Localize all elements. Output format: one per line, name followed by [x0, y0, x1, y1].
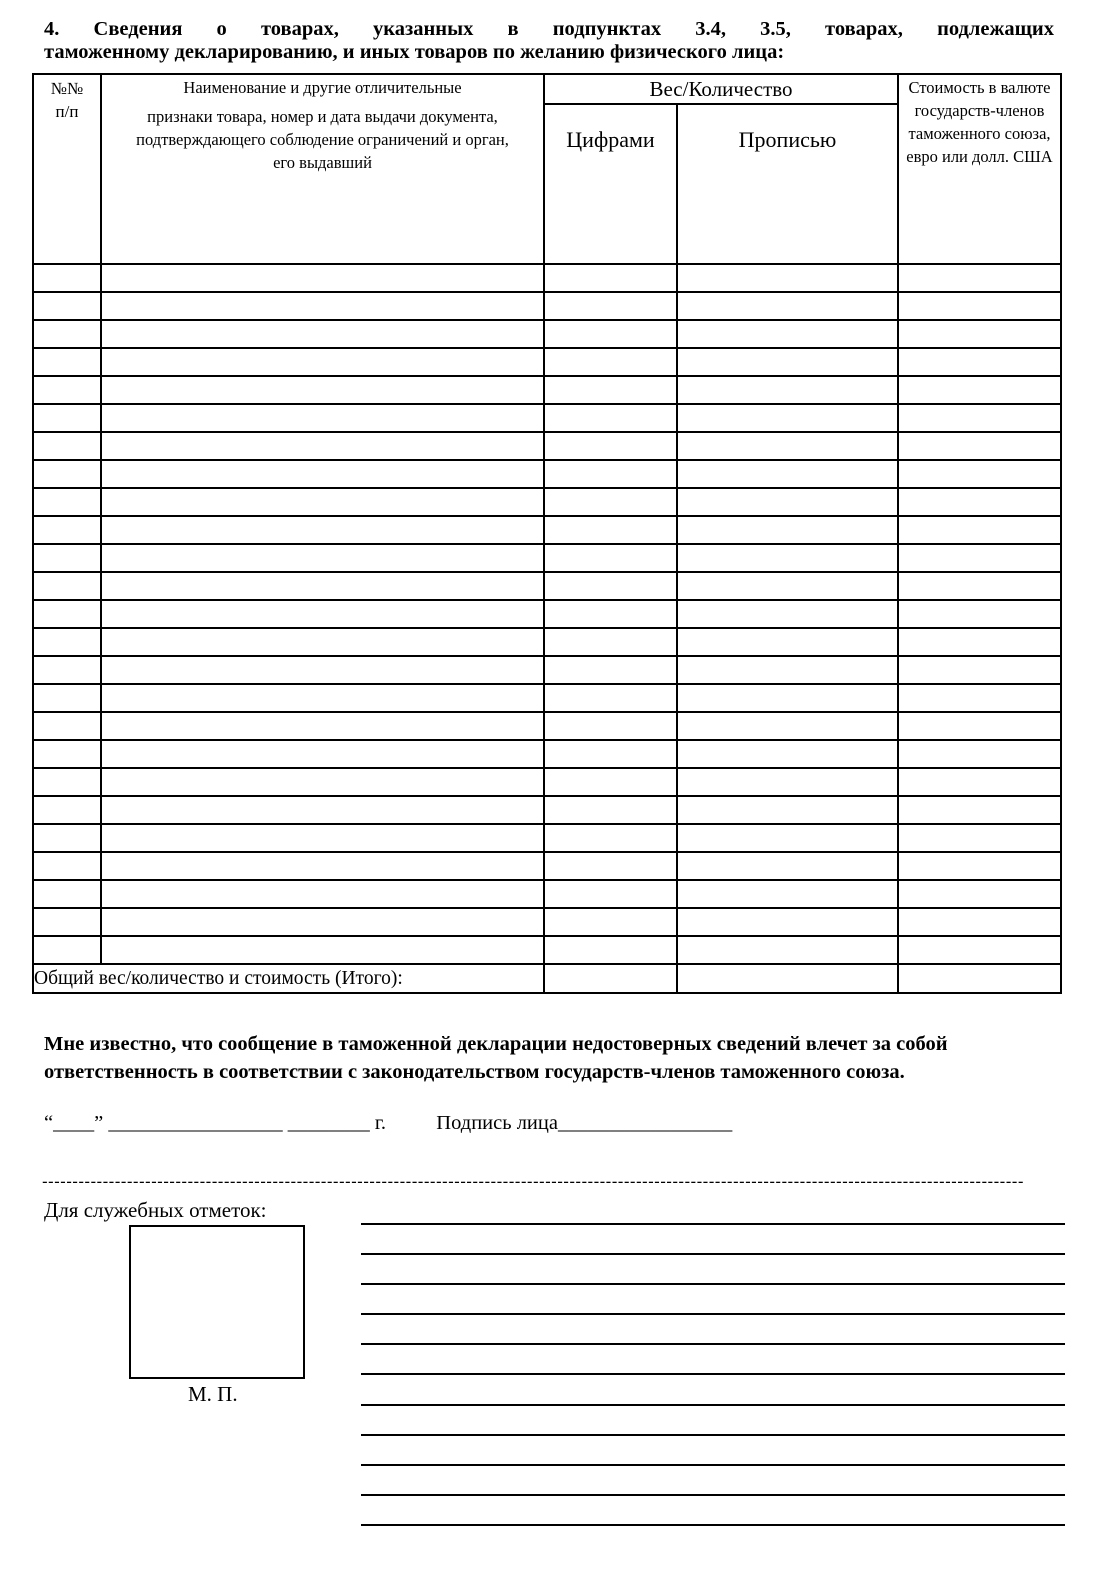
header-name	[101, 74, 544, 264]
table-row	[33, 796, 1061, 824]
number-cell[interactable]	[33, 908, 101, 936]
words-cell[interactable]	[677, 768, 898, 796]
table-row	[33, 684, 1061, 712]
total-digits-cell[interactable]	[544, 964, 677, 993]
name-cell[interactable]	[101, 348, 544, 376]
name-cell[interactable]	[101, 656, 544, 684]
number-cell[interactable]	[33, 264, 101, 292]
header-name-line2: признаки товара, номер и дата выдачи документа, подтверждающего соблюдение ограничений и орган, его выдавший	[136, 107, 509, 172]
table-row	[33, 768, 1061, 796]
number-cell[interactable]	[33, 404, 101, 432]
number-cell[interactable]	[33, 544, 101, 572]
number-cell[interactable]	[33, 572, 101, 600]
number-cell[interactable]	[33, 432, 101, 460]
number-cell[interactable]	[33, 600, 101, 628]
header-digits: Цифрами	[544, 104, 677, 264]
table-row	[33, 376, 1061, 404]
header-name-line1: Наименование и другие отличительные	[183, 78, 462, 97]
cost-cell[interactable]	[898, 712, 1061, 740]
header-cost: Стоимость в валюте государств-членов таможенного союза, евро или долл. США	[898, 74, 1061, 264]
cost-cell[interactable]	[898, 460, 1061, 488]
cost-cell[interactable]	[898, 936, 1061, 964]
date-field[interactable]: “____” _________________ ________ г.	[44, 1112, 387, 1134]
name-cell[interactable]	[101, 292, 544, 320]
cost-cell[interactable]	[898, 376, 1061, 404]
words-cell[interactable]	[677, 404, 898, 432]
words-cell[interactable]	[677, 880, 898, 908]
name-cell[interactable]	[101, 404, 544, 432]
stamp-label: М. П.	[188, 1382, 238, 1406]
cost-cell[interactable]	[898, 320, 1061, 348]
cost-cell[interactable]	[898, 544, 1061, 572]
goods-table	[32, 73, 1062, 994]
name-cell[interactable]	[101, 936, 544, 964]
digits-cell[interactable]	[544, 376, 677, 404]
digits-cell[interactable]	[544, 936, 677, 964]
note-line[interactable]	[361, 1404, 1065, 1406]
total-words-cell[interactable]	[677, 964, 898, 993]
words-cell[interactable]	[677, 852, 898, 880]
table-row	[33, 292, 1061, 320]
heading-line-1: 4. Сведения о товарах, указанных в подпунктах 3.4, 3.5, товарах, подлежащих	[44, 18, 1054, 40]
name-cell[interactable]	[101, 796, 544, 824]
digits-cell[interactable]	[544, 796, 677, 824]
table-row	[33, 824, 1061, 852]
cost-cell[interactable]	[898, 656, 1061, 684]
words-cell[interactable]	[677, 572, 898, 600]
note-line[interactable]	[361, 1494, 1065, 1496]
cost-cell[interactable]	[898, 600, 1061, 628]
table-row	[33, 740, 1061, 768]
name-cell[interactable]	[101, 544, 544, 572]
cost-cell[interactable]	[898, 768, 1061, 796]
name-cell[interactable]	[101, 376, 544, 404]
table-row	[33, 600, 1061, 628]
words-cell[interactable]	[677, 656, 898, 684]
total-row	[33, 964, 1061, 993]
words-cell[interactable]	[677, 432, 898, 460]
words-cell[interactable]	[677, 320, 898, 348]
digits-cell[interactable]	[544, 656, 677, 684]
note-line[interactable]	[361, 1464, 1065, 1466]
name-cell[interactable]	[101, 852, 544, 880]
number-cell[interactable]	[33, 628, 101, 656]
cost-cell[interactable]	[898, 516, 1061, 544]
header-words: Прописью	[677, 104, 898, 264]
number-cell[interactable]	[33, 320, 101, 348]
name-cell[interactable]	[101, 572, 544, 600]
words-cell[interactable]	[677, 824, 898, 852]
note-line[interactable]	[361, 1373, 1065, 1375]
digits-cell[interactable]	[544, 432, 677, 460]
digits-cell[interactable]	[544, 852, 677, 880]
digits-cell[interactable]	[544, 712, 677, 740]
words-cell[interactable]	[677, 712, 898, 740]
name-cell[interactable]	[101, 516, 544, 544]
header-weight-group: Вес/Количество	[544, 74, 898, 104]
name-cell[interactable]	[101, 628, 544, 656]
number-cell[interactable]	[33, 824, 101, 852]
digits-cell[interactable]	[544, 292, 677, 320]
date-signature-line	[44, 1112, 732, 1135]
words-cell[interactable]	[677, 460, 898, 488]
declaration-text: Мне известно, что сообщение в таможенной декларации недостоверных сведений влечет за собой ответственность в соответствии с законодательством государств-членов таможенного союза.	[44, 1033, 948, 1083]
heading-line-2: таможенному декларированию, и иных товаров по желанию физического лица:	[44, 41, 785, 63]
words-cell[interactable]	[677, 376, 898, 404]
table-row	[33, 516, 1061, 544]
table-row	[33, 656, 1061, 684]
digits-cell[interactable]	[544, 572, 677, 600]
section-heading	[44, 18, 1054, 64]
header-number: №№ п/п	[33, 74, 101, 264]
digits-cell[interactable]	[544, 600, 677, 628]
table-row	[33, 348, 1061, 376]
digits-cell[interactable]	[544, 516, 677, 544]
words-cell[interactable]	[677, 684, 898, 712]
name-cell[interactable]	[101, 880, 544, 908]
stamp-box	[129, 1225, 305, 1379]
cost-cell[interactable]	[898, 404, 1061, 432]
digits-cell[interactable]	[544, 740, 677, 768]
note-line[interactable]	[361, 1313, 1065, 1315]
number-cell[interactable]	[33, 376, 101, 404]
number-cell[interactable]	[33, 880, 101, 908]
cost-cell[interactable]	[898, 824, 1061, 852]
table-row	[33, 880, 1061, 908]
number-cell[interactable]	[33, 460, 101, 488]
name-cell[interactable]	[101, 488, 544, 516]
name-cell[interactable]	[101, 264, 544, 292]
table-row	[33, 488, 1061, 516]
name-cell[interactable]	[101, 320, 544, 348]
number-cell[interactable]	[33, 488, 101, 516]
digits-cell[interactable]	[544, 404, 677, 432]
number-cell[interactable]	[33, 516, 101, 544]
words-cell[interactable]	[677, 628, 898, 656]
words-cell[interactable]	[677, 348, 898, 376]
name-cell[interactable]	[101, 432, 544, 460]
name-cell[interactable]	[101, 600, 544, 628]
digits-cell[interactable]	[544, 824, 677, 852]
table-row	[33, 628, 1061, 656]
table-row	[33, 852, 1061, 880]
name-cell[interactable]	[101, 768, 544, 796]
number-cell[interactable]	[33, 712, 101, 740]
cost-cell[interactable]	[898, 348, 1061, 376]
number-cell[interactable]	[33, 768, 101, 796]
number-cell[interactable]	[33, 796, 101, 824]
note-line[interactable]	[361, 1283, 1065, 1285]
table-row	[33, 572, 1061, 600]
number-cell[interactable]	[33, 684, 101, 712]
cost-cell[interactable]	[898, 796, 1061, 824]
table-row	[33, 320, 1061, 348]
words-cell[interactable]	[677, 264, 898, 292]
name-cell[interactable]	[101, 460, 544, 488]
table-row	[33, 264, 1061, 292]
number-cell[interactable]	[33, 936, 101, 964]
note-line[interactable]	[361, 1253, 1065, 1255]
digits-cell[interactable]	[544, 684, 677, 712]
note-line[interactable]	[361, 1343, 1065, 1345]
words-cell[interactable]	[677, 936, 898, 964]
digits-cell[interactable]	[544, 880, 677, 908]
note-line[interactable]	[361, 1524, 1065, 1526]
cost-cell[interactable]	[898, 264, 1061, 292]
cost-cell[interactable]	[898, 880, 1061, 908]
words-cell[interactable]	[677, 740, 898, 768]
number-cell[interactable]	[33, 292, 101, 320]
cost-cell[interactable]	[898, 628, 1061, 656]
words-cell[interactable]	[677, 796, 898, 824]
name-cell[interactable]	[101, 824, 544, 852]
words-cell[interactable]	[677, 600, 898, 628]
table-row	[33, 460, 1061, 488]
words-cell[interactable]	[677, 908, 898, 936]
table-row	[33, 712, 1061, 740]
digits-cell[interactable]	[544, 628, 677, 656]
digits-cell[interactable]	[544, 908, 677, 936]
service-notes-label: Для служебных отметок:	[44, 1198, 267, 1222]
total-label: Общий вес/количество и стоимость (Итого):	[33, 964, 544, 993]
cost-cell[interactable]	[898, 908, 1061, 936]
cost-cell[interactable]	[898, 432, 1061, 460]
digits-cell[interactable]	[544, 488, 677, 516]
number-cell[interactable]	[33, 852, 101, 880]
table-row	[33, 432, 1061, 460]
number-cell[interactable]	[33, 740, 101, 768]
signature-field[interactable]: Подпись лица_________________	[436, 1112, 733, 1134]
name-cell[interactable]	[101, 908, 544, 936]
cost-cell[interactable]	[898, 572, 1061, 600]
words-cell[interactable]	[677, 544, 898, 572]
digits-cell[interactable]	[544, 320, 677, 348]
digits-cell[interactable]	[544, 544, 677, 572]
note-line[interactable]	[361, 1223, 1065, 1225]
words-cell[interactable]	[677, 488, 898, 516]
words-cell[interactable]	[677, 516, 898, 544]
cost-cell[interactable]	[898, 740, 1061, 768]
cut-divider: ------------------------------------------------------------------------------------------------------------------------------------------------------------------	[42, 1172, 1024, 1191]
digits-cell[interactable]	[544, 768, 677, 796]
cost-cell[interactable]	[898, 852, 1061, 880]
total-cost-cell[interactable]	[898, 964, 1061, 993]
table-row	[33, 936, 1061, 964]
words-cell[interactable]	[677, 292, 898, 320]
number-cell[interactable]	[33, 656, 101, 684]
name-cell[interactable]	[101, 740, 544, 768]
table-row	[33, 404, 1061, 432]
table-row	[33, 908, 1061, 936]
digits-cell[interactable]	[544, 460, 677, 488]
cost-cell[interactable]	[898, 684, 1061, 712]
table-row	[33, 544, 1061, 572]
number-cell[interactable]	[33, 348, 101, 376]
cost-cell[interactable]	[898, 292, 1061, 320]
name-cell[interactable]	[101, 712, 544, 740]
digits-cell[interactable]	[544, 348, 677, 376]
digits-cell[interactable]	[544, 264, 677, 292]
note-line[interactable]	[361, 1434, 1065, 1436]
name-cell[interactable]	[101, 684, 544, 712]
cost-cell[interactable]	[898, 488, 1061, 516]
